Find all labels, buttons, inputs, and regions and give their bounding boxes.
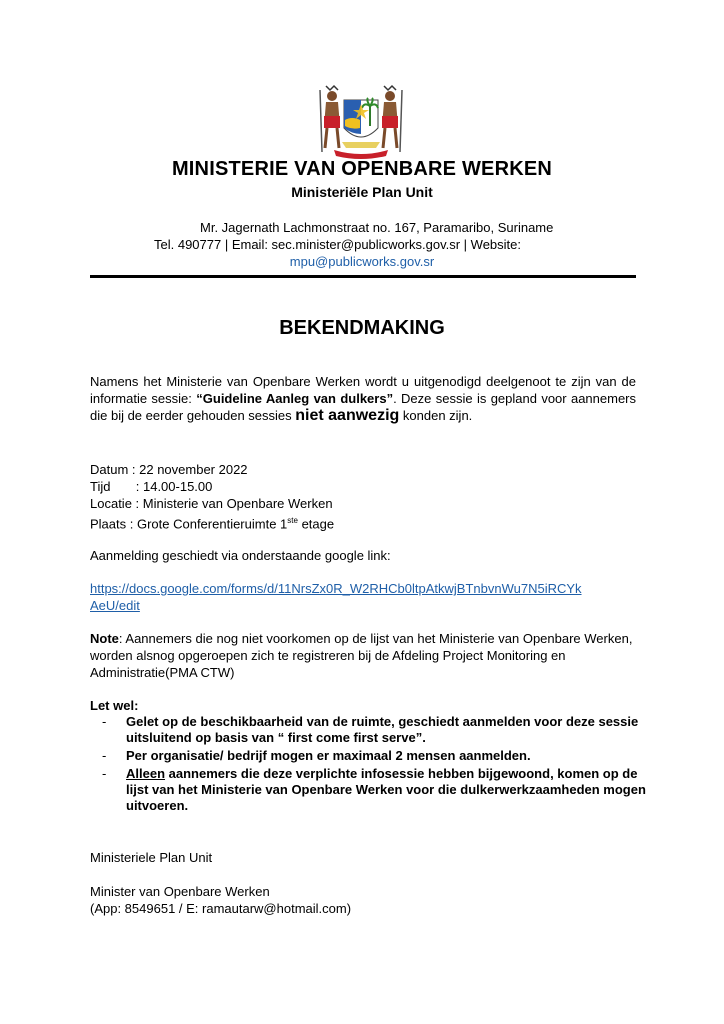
- plaats-sup: ste: [287, 516, 298, 525]
- header-divider: [90, 275, 636, 278]
- registration-text: Aanmelding geschiedt via onderstaande google link:: [90, 548, 391, 563]
- note-paragraph: [90, 630, 636, 681]
- note-text: : Aannemers die nog niet voorkomen op de lijst van het Ministerie van Openbare Werken, worden alsnog opgeroepen zich te registreren bij de Afdeling Project Monitoring en Administratie(PMA CTW): [90, 631, 633, 680]
- detail-plaats: [90, 512, 636, 532]
- coat-of-arms-icon: [314, 82, 408, 160]
- letwel-label: Let wel:: [90, 698, 139, 713]
- intro-text-3: konden zijn.: [399, 408, 473, 423]
- session-details: [90, 461, 636, 532]
- list-item: - Alleen aannemers die deze verplichte infosessie hebben bijgewoond, komen op de lijst van het Ministerie van Openbare Werken voor die dulkerwerkzaamheden mogen uitvoeren.: [102, 766, 646, 813]
- intro-text-2: . Deze sessie is gepland voor aannemers die bij de eerder gehouden sessies: [90, 391, 637, 423]
- contact-line: Tel. 490777 | Email: sec.minister@publicworks.gov.sr | Website:: [154, 237, 521, 252]
- tijd-value: : 14.00-15.00: [135, 479, 213, 494]
- intro-text-1: Namens het Ministerie van Openbare Werken wordt u uitgenodigd deelgenoot te zijn van de informatie sessie:: [90, 374, 636, 406]
- plaats-value: : Grote Conferentieruimte 1: [126, 516, 288, 532]
- detail-datum: Datum : 22 november 2022: [90, 462, 248, 477]
- list-item: - Per organisatie/ bedrijf mogen er maximaal 2 mensen aanmelden.: [102, 748, 531, 763]
- tijd-label: Tijd: [90, 479, 111, 494]
- letwel-list: [90, 714, 650, 816]
- session-name: “Guideline Aanleg van dulkers”: [196, 391, 394, 406]
- announcement-heading: BEKENDMAKING: [279, 317, 445, 339]
- ministry-title: MINISTERIE VAN OPENBARE WERKEN: [171, 158, 553, 180]
- bullet-text-1: Gelet op de beschikbaarheid van de ruimte, geschiedt aanmelden voor deze sessie uitsluitend op basis van “ first come first serve”.: [126, 714, 639, 745]
- plaats-label: Plaats: [90, 516, 127, 532]
- minister-title: Minister van Openbare Werken: [90, 884, 270, 899]
- address-line: Mr. Jagernath Lachmonstraat no. 167, Paramaribo, Suriname: [200, 220, 554, 235]
- note-label: Note: [90, 631, 119, 646]
- plaats-end: etage: [297, 516, 335, 532]
- list-item: - Gelet op de beschikbaarheid van de ruimte, geschiedt aanmelden voor deze sessie uitsluitend op basis van “ first come first serve”.: [102, 714, 639, 745]
- detail-locatie: Locatie : Ministerie van Openbare Werken: [90, 496, 333, 511]
- emphasis-text: niet aanwezig: [295, 407, 400, 424]
- signoff-unit: Ministeriele Plan Unit: [90, 850, 213, 865]
- detail-tijd: [90, 478, 636, 495]
- link-line-2[interactable]: AeU/edit: [90, 598, 140, 613]
- bullet-text-3: aannemers die deze verplichte infosessie hebben bijgewoond, komen op de lijst van het Ministerie van Openbare Werken voor die dulkerwerkzaamheden mogen uitvoeren.: [126, 766, 646, 813]
- google-form-link[interactable]: [90, 580, 636, 614]
- bullet-3-underlined: Alleen: [126, 766, 166, 781]
- bullet-text-2: Per organisatie/ bedrijf mogen er maximaal 2 mensen aanmelden.: [126, 748, 531, 763]
- link-line-1[interactable]: https://docs.google.com/forms/d/11NrsZx0R_W2RHCb0ltpAtkwjBTnbvnWu7N5iRCYk: [90, 581, 582, 596]
- signoff-minister: [90, 883, 636, 917]
- minister-contact: (App: 8549651 / E: ramautarw@hotmail.com): [90, 901, 352, 916]
- intro-paragraph: [90, 373, 636, 424]
- unit-subtitle: Ministeriële Plan Unit: [291, 184, 433, 200]
- website-link[interactable]: mpu@publicworks.gov.sr: [289, 254, 435, 269]
